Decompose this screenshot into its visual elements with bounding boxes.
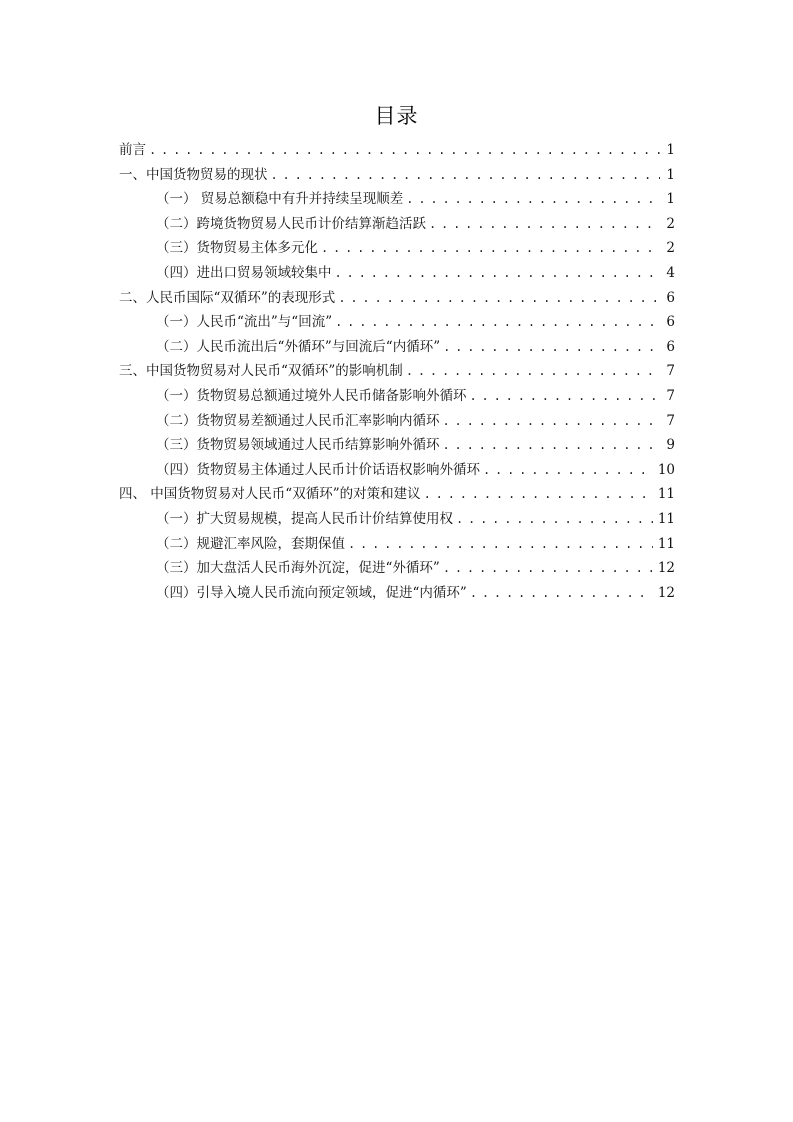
toc-entry[interactable] bbox=[119, 359, 675, 384]
toc-page-number: 7 bbox=[666, 387, 675, 404]
toc-page-number: 11 bbox=[657, 510, 675, 527]
toc-entry[interactable] bbox=[119, 507, 675, 532]
toc-dot-leader bbox=[149, 138, 660, 163]
toc-entry[interactable] bbox=[119, 212, 675, 237]
toc-page-number: 10 bbox=[657, 461, 675, 478]
toc-page-number: 1 bbox=[666, 142, 675, 158]
toc-entry-text: （四）引导入境人民币流向预定领域，促进“内循环” bbox=[156, 584, 467, 601]
toc-entry-text: （一）人民币“流出”与“回流” bbox=[156, 314, 333, 331]
toc-entry[interactable] bbox=[119, 286, 675, 311]
toc-entry-text: 一、中国货物贸易的现状 bbox=[119, 166, 268, 183]
toc-entry-text: （一） 贸易总额稳中有升并持续呈现顺差 bbox=[156, 191, 404, 208]
toc-entry[interactable] bbox=[119, 187, 675, 212]
toc-page-number: 7 bbox=[666, 363, 675, 380]
toc-entry-text: （一）货物贸易总额通过境外人民币储备影响外循环 bbox=[156, 387, 467, 404]
toc-dot-leader bbox=[348, 532, 653, 557]
toc-entry-text: （三）加大盘活人民币海外沉淀，促进“外循环” bbox=[156, 560, 440, 577]
toc-entry-text: （二）规避汇率风险，套期保值 bbox=[156, 535, 345, 552]
toc-page-number: 6 bbox=[666, 289, 675, 306]
toc-entry-text: （三）货物贸易领域通过人民币结算影响外循环 bbox=[156, 437, 440, 454]
toc-dot-leader bbox=[424, 482, 653, 507]
toc-entry-text: （三）货物贸易主体多元化 bbox=[156, 240, 318, 257]
toc-page-number: 6 bbox=[666, 314, 675, 331]
toc-page-number: 9 bbox=[666, 437, 675, 454]
toc-entry-text: （二）货物贸易差额通过人民币汇率影响内循环 bbox=[156, 412, 440, 429]
toc-entry[interactable] bbox=[119, 532, 675, 557]
toc-dot-leader bbox=[321, 236, 660, 261]
toc-dot-leader bbox=[406, 359, 660, 384]
toc-dot-leader bbox=[443, 335, 660, 360]
toc-page-number: 11 bbox=[657, 486, 675, 503]
toc-page-number: 7 bbox=[666, 412, 675, 429]
toc-page-number: 12 bbox=[657, 584, 675, 601]
toc-dot-leader bbox=[483, 458, 653, 483]
toc-dot-leader bbox=[338, 286, 660, 311]
toc-page-number: 1 bbox=[666, 191, 675, 208]
toc-dot-leader bbox=[443, 409, 661, 434]
toc-entry-text: （一）扩大贸易规模，提高人民币计价结算使用权 bbox=[156, 510, 453, 527]
toc-page-number: 12 bbox=[657, 560, 675, 577]
toc-dot-leader bbox=[406, 187, 660, 212]
toc-dot-leader bbox=[470, 581, 653, 606]
toc-page-number: 4 bbox=[666, 264, 675, 281]
toc-page-number: 1 bbox=[666, 166, 675, 183]
toc-entry-text: 四、 中国货物贸易对人民币“双循环”的对策和建议 bbox=[119, 486, 421, 503]
toc-dot-leader bbox=[335, 310, 660, 335]
toc-page-number: 6 bbox=[666, 338, 675, 355]
toc-entry[interactable] bbox=[119, 384, 675, 409]
toc-entry[interactable] bbox=[119, 556, 675, 581]
toc-entry-text: 前言 bbox=[119, 142, 146, 158]
toc-dot-leader bbox=[456, 507, 653, 532]
toc-page-number: 11 bbox=[657, 535, 675, 552]
toc-entry[interactable] bbox=[119, 163, 675, 188]
toc-entry[interactable] bbox=[119, 236, 675, 261]
toc-entry[interactable] bbox=[119, 433, 675, 458]
toc-entry-text: （二）人民币流出后“外循环”与回流后“内循环” bbox=[156, 338, 441, 355]
toc-entry[interactable] bbox=[119, 409, 675, 434]
toc-entry[interactable] bbox=[119, 138, 675, 163]
toc-title: 目录 bbox=[374, 104, 419, 128]
toc-entry[interactable] bbox=[119, 335, 675, 360]
toc-dot-leader bbox=[429, 212, 660, 237]
toc-page-number: 2 bbox=[666, 215, 675, 232]
toc-entry-text: （二）跨境货物贸易人民币计价结算渐趋活跃 bbox=[156, 215, 426, 232]
toc-dot-leader bbox=[443, 556, 653, 581]
toc-entry[interactable] bbox=[119, 482, 675, 507]
toc-dot-leader bbox=[470, 384, 661, 409]
toc-dot-leader bbox=[443, 433, 661, 458]
toc-entry[interactable] bbox=[119, 310, 675, 335]
toc-entry-text: （四）货物贸易主体通过人民币计价话语权影响外循环 bbox=[156, 461, 480, 478]
toc-entry-text: 三、中国货物贸易对人民币“双循环”的影响机制 bbox=[119, 363, 403, 380]
toc-page-number: 2 bbox=[666, 240, 675, 257]
toc-dot-leader bbox=[271, 163, 661, 188]
toc-entry-text: 二、人民币国际“双循环”的表现形式 bbox=[119, 289, 336, 306]
toc-entry[interactable] bbox=[119, 458, 675, 483]
toc-entry-text: （四）进出口贸易领域较集中 bbox=[156, 264, 332, 281]
toc-dot-leader bbox=[335, 261, 661, 286]
table-of-contents bbox=[119, 138, 675, 605]
toc-entry[interactable] bbox=[119, 261, 675, 286]
toc-entry[interactable] bbox=[119, 581, 675, 606]
